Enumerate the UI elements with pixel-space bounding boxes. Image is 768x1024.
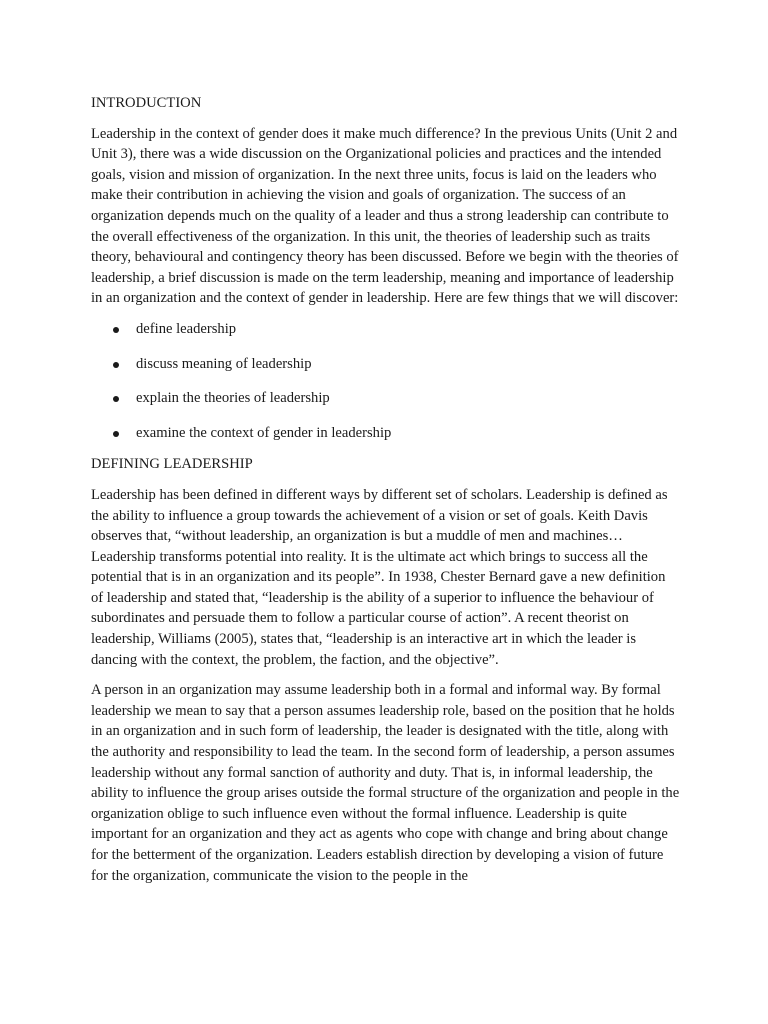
list-item-text: define leadership: [136, 320, 237, 337]
list-item-text: discuss meaning of leadership: [136, 355, 312, 372]
bullet-icon: [113, 362, 119, 368]
bullet-icon: [113, 327, 119, 333]
bullet-icon: [113, 431, 119, 437]
section-heading-defining-leadership: DEFINING LEADERSHIP: [91, 456, 253, 473]
list-item: [91, 423, 681, 444]
list-item: [91, 354, 681, 375]
intro-paragraph: Leadership in the context of gender does it make much difference? In the previous Units (Unit 2 and Unit 3), there was a wide discussion on the Organizational policies and practices and the intended goals, vision and mission of organization. In the next three units, focus is laid on the leaders who make their contribution in achieving the vision and goals of organization. The success of an organization depends much on the quality of a leader and thus a strong leadership can contribute to the overall effectiveness of the organization. In this unit, the theories of leadership such as traits theory, behavioural and contingency theory has been discussed. Before we begin with the theories of leadership, a brief discussion is made on the term leadership, meaning and importance of leadership in an organization and the context of gender in leadership. Here are few things that we will discover:: [91, 125, 679, 307]
section-heading-introduction: INTRODUCTION: [91, 95, 202, 111]
bullet-icon: [113, 396, 119, 402]
list-item-text: explain the theories of leadership: [136, 390, 330, 407]
defining-paragraph: Leadership has been defined in different ways by different set of scholars. Leadership is defined as the ability to influence a group towards the achievement of a vision or set of goals. Keith Davis observes that, “without leadership, an organization is but a muddle of men and machines…Leadership transforms potential into reality. It is the ultimate act which brings to success all the potential that is in an organization and its people”. In 1938, Chester Bernard gave a new definition of leadership and stated that, “leadership is the ability of a superior to influence the behaviour of subordinates and persuade them to follow a particular course of action”. A recent theorist on leadership, Williams (2005), states that, “leadership is an interactive art in which the leader is dancing with the context, the problem, the faction, and the objective”.: [91, 486, 668, 668]
formal-informal-paragraph: A person in an organization may assume leadership both in a formal and informal way. By formal leadership we mean to say that a person assumes leadership role, based on the position that he holds in an organization and in such form of leadership, the leader is designated with the title, along with the authority and responsibility to lead the team. In the second form of leadership, a person assumes leadership without any formal sanction of authority and duty. That is, in informal leadership, the ability to influence the group arises outside the formal structure of the organization and people in the organization oblige to such influence even without the formal influence. Leadership is quite important for an organization and they act as agents who cope with change and bring about change for the betterment of the organization. Leaders establish direction by developing a vision of future for the organization, communicate the vision to the people in the: [91, 682, 680, 884]
objectives-list: [91, 319, 681, 443]
document-page: [91, 93, 681, 896]
list-item-text: examine the context of gender in leadership: [136, 424, 392, 441]
list-item: [91, 388, 681, 409]
list-item: [91, 319, 681, 340]
